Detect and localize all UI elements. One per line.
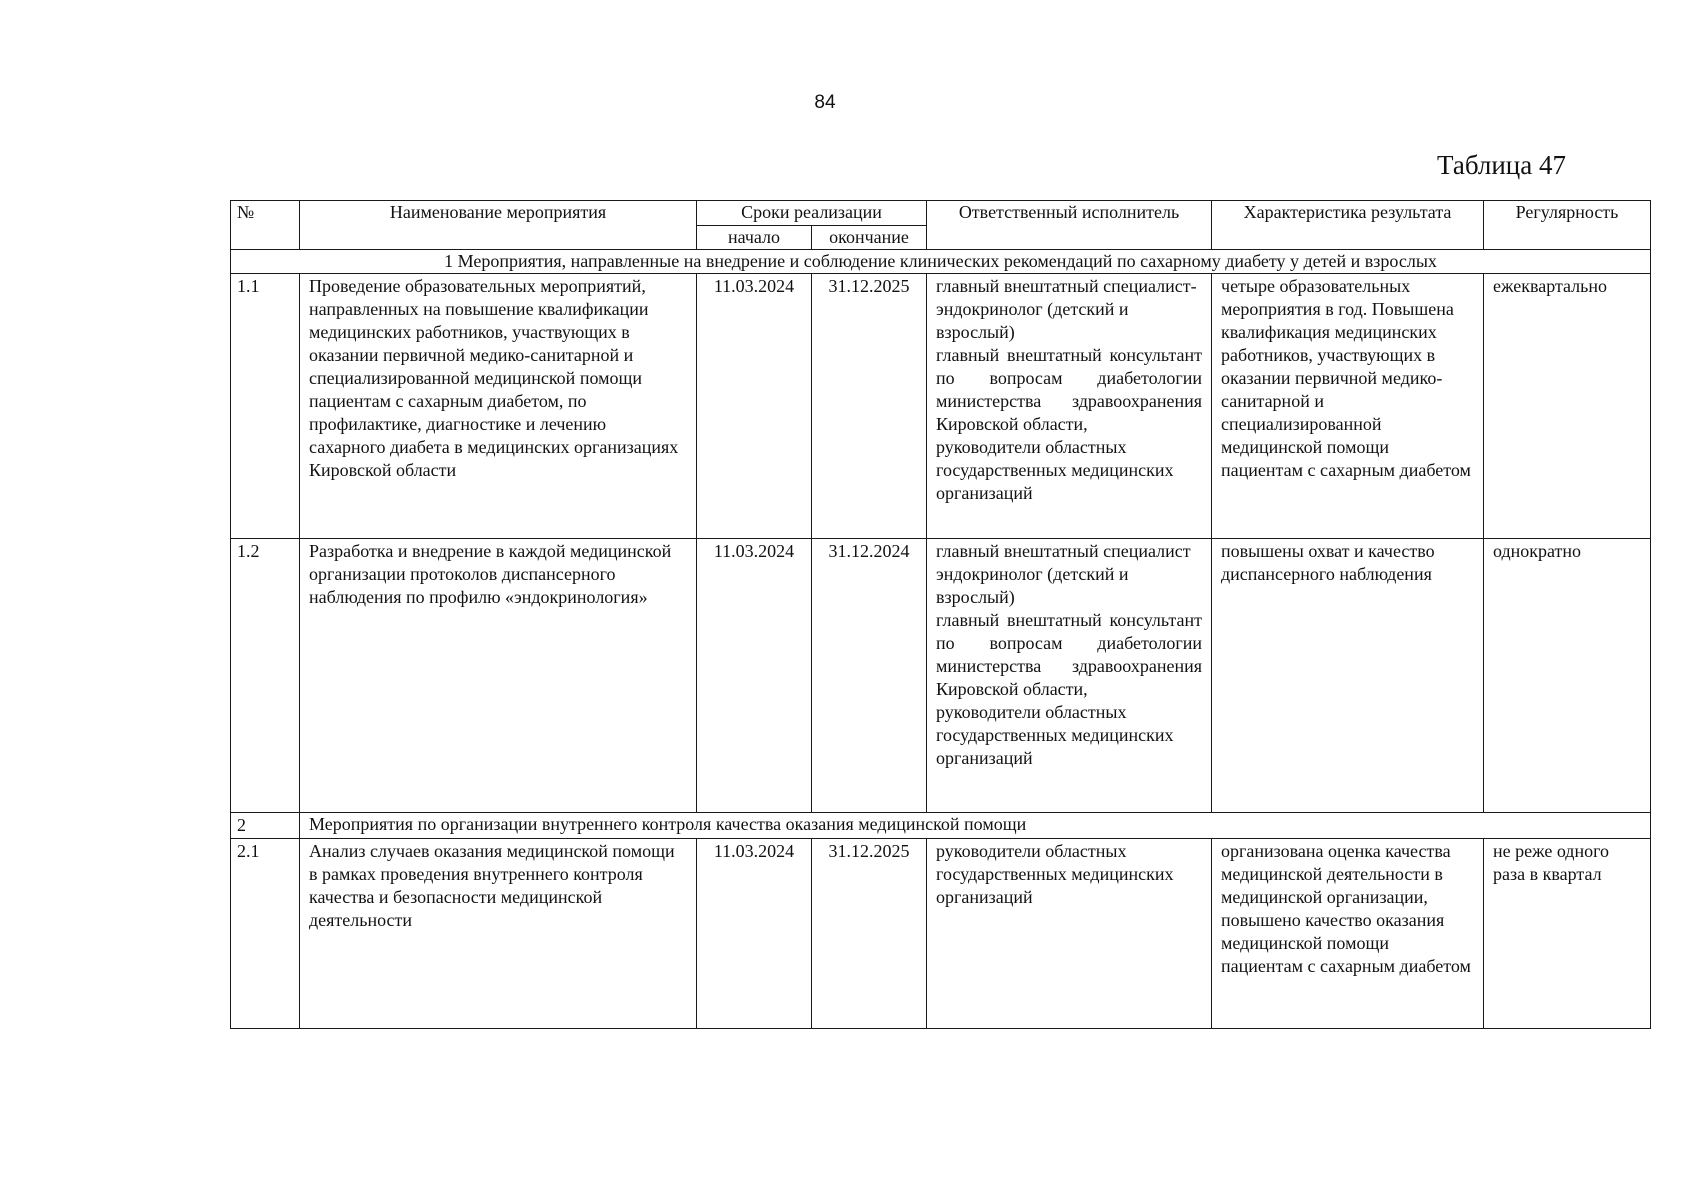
measures-table: [230, 200, 1651, 1029]
page-number: 84: [814, 92, 836, 113]
result: четыре образовательных мероприятия в год. Повышена квалификация медицинских работников, участвующих в оказании первичной медико-санитарной и специализированной медицинской помощи пациентам с сахарным диабетом: [1212, 274, 1484, 539]
start-date: 11.03.2024: [697, 839, 812, 1029]
executor-line: главный внештатный специалист эндокринолог (детский и взрослый): [936, 541, 1191, 607]
section-1-title: 1 Мероприятия, направленные на внедрение и соблюдение клинических рекомендаций по сахарному диабету у детей и взрослых: [231, 250, 1651, 274]
executor: [927, 539, 1212, 813]
table-row: [231, 839, 1651, 1029]
table-row: [231, 274, 1651, 539]
measure-name: Проведение образовательных мероприятий, направленных на повышение квалификации медицинских работников, участвующих в оказании первичной медико-санитарной и специализированной медицинской помощи пациентам с сахарным диабетом, по профилактике, диагностике и лечению сахарного диабета в медицинских организациях Кировской области: [300, 274, 697, 539]
header-num: №: [231, 201, 300, 250]
table-caption: Таблица 47: [1437, 150, 1566, 180]
header-end: окончание: [812, 226, 927, 250]
regularity: не реже одного раза в квартал: [1484, 839, 1651, 1029]
regularity: однократно: [1484, 539, 1651, 813]
end-date: 31.12.2024: [812, 539, 927, 813]
regularity: ежеквартально: [1484, 274, 1651, 539]
row-number: 1.1: [231, 274, 300, 539]
header-executor: Ответственный исполнитель: [927, 201, 1212, 250]
executor-line: руководители областных государственных медицинских организаций: [936, 437, 1174, 503]
result: организована оценка качества медицинской деятельности в медицинской организации, повышено качество оказания медицинской помощи пациентам с сахарным диабетом: [1212, 839, 1484, 1029]
result: повышены охват и качество диспансерного наблюдения: [1212, 539, 1484, 813]
executor-line: главный внештатный консультант по вопросам диабетологии министерства здравоохранения Кировской области,: [936, 610, 1203, 699]
end-date: 31.12.2025: [812, 839, 927, 1029]
header-name: Наименование мероприятия: [300, 201, 697, 250]
row-number: 2.1: [231, 839, 300, 1029]
table-row: [231, 539, 1651, 813]
executor-line: главный внештатный консультант по вопросам диабетологии министерства здравоохранения Кировской области,: [936, 345, 1203, 434]
measure-name: Анализ случаев оказания медицинской помощи в рамках проведения внутреннего контроля качества и безопасности медицинской деятельности: [300, 839, 697, 1029]
executor: [927, 274, 1212, 539]
section-2-title: Мероприятия по организации внутреннего контроля качества оказания медицинской помощи: [300, 813, 1651, 839]
header-result: Характеристика результата: [1212, 201, 1484, 250]
executor-line: руководители областных государственных медицинских организаций: [936, 702, 1174, 768]
header-start: начало: [697, 226, 812, 250]
end-date: 31.12.2025: [812, 274, 927, 539]
start-date: 11.03.2024: [697, 539, 812, 813]
start-date: 11.03.2024: [697, 274, 812, 539]
executor: руководители областных государственных медицинских организаций: [927, 839, 1212, 1029]
executor-line: главный внештатный специалист-эндокринолог (детский и взрослый): [936, 276, 1197, 342]
header-terms: Сроки реализации: [697, 201, 927, 226]
measure-name: Разработка и внедрение в каждой медицинской организации протоколов диспансерного наблюдения по профилю «эндокринология»: [300, 539, 697, 813]
section-2-number: 2: [231, 813, 300, 839]
row-number: 1.2: [231, 539, 300, 813]
header-regularity: Регулярность: [1484, 201, 1651, 250]
